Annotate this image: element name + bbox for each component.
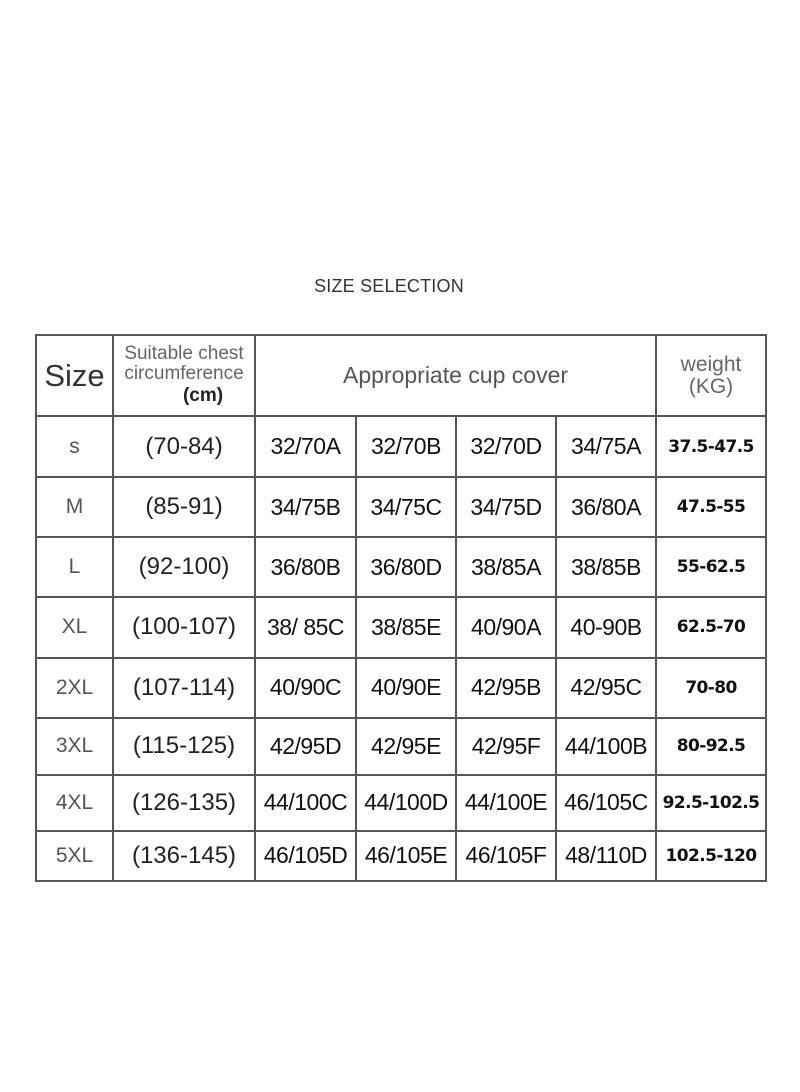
chest-cell: (126-135)	[113, 775, 255, 831]
chest-cell: (107-114)	[113, 658, 255, 718]
chest-cell: (70-84)	[113, 416, 255, 477]
weight-cell: 102.5-120	[656, 831, 766, 881]
table-row	[36, 775, 766, 831]
header-weight-line2: (KG)	[688, 374, 734, 398]
cup-cell: 36/80A	[556, 477, 656, 537]
chest-cell: (100-107)	[113, 597, 255, 657]
weight-cell: 37.5-47.5	[656, 416, 766, 477]
header-chest-unit: (cm)	[182, 384, 224, 406]
cup-cell: 40/90A	[456, 597, 556, 657]
table-row	[36, 416, 766, 477]
cup-cell: 44/100E	[456, 775, 556, 831]
size-cell: M	[36, 477, 113, 537]
table-row	[36, 477, 766, 537]
cup-cell: 42/95E	[356, 718, 456, 775]
table-body	[36, 416, 766, 881]
chest-cell: (115-125)	[113, 718, 255, 775]
table-row	[36, 831, 766, 881]
cup-cell: 38/85A	[456, 537, 556, 597]
size-cell: s	[36, 416, 113, 477]
cup-cell: 42/95C	[556, 658, 656, 718]
table-row	[36, 718, 766, 775]
cup-cell: 36/80B	[255, 537, 356, 597]
cup-cell: 38/85E	[356, 597, 456, 657]
chest-cell: (85-91)	[113, 477, 255, 537]
table-row	[36, 658, 766, 718]
size-cell: 5XL	[36, 831, 113, 881]
size-chart-table	[35, 334, 767, 882]
cup-cell: 44/100C	[255, 775, 356, 831]
header-cup: Appropriate cup cover	[255, 335, 656, 416]
cup-cell: 42/95B	[456, 658, 556, 718]
header-chest	[113, 335, 255, 416]
chest-cell: (92-100)	[113, 537, 255, 597]
cup-cell: 48/110D	[556, 831, 656, 881]
weight-cell: 80-92.5	[656, 718, 766, 775]
weight-cell: 70-80	[656, 658, 766, 718]
cup-cell: 40/90E	[356, 658, 456, 718]
weight-cell: 55-62.5	[656, 537, 766, 597]
cup-cell: 34/75C	[356, 477, 456, 537]
cup-cell: 42/95D	[255, 718, 356, 775]
header-chest-line1: Suitable chest	[124, 342, 244, 364]
cup-cell: 34/75A	[556, 416, 656, 477]
header-row	[36, 335, 766, 416]
size-selection-title: SIZE SELECTION	[314, 276, 464, 296]
table-row	[36, 537, 766, 597]
cup-cell: 46/105E	[356, 831, 456, 881]
cup-cell: 34/75B	[255, 477, 356, 537]
cup-cell: 42/95F	[456, 718, 556, 775]
cup-cell: 38/85B	[556, 537, 656, 597]
size-cell: L	[36, 537, 113, 597]
cup-cell: 40/90C	[255, 658, 356, 718]
cup-cell: 40-90B	[556, 597, 656, 657]
chest-cell: (136-145)	[113, 831, 255, 881]
header-size: Size	[36, 335, 113, 416]
cup-cell: 32/70B	[356, 416, 456, 477]
cup-cell: 44/100D	[356, 775, 456, 831]
cup-cell: 36/80D	[356, 537, 456, 597]
cup-cell: 38/ 85C	[255, 597, 356, 657]
size-cell: XL	[36, 597, 113, 657]
cup-cell: 32/70A	[255, 416, 356, 477]
weight-cell: 62.5-70	[656, 597, 766, 657]
cup-cell: 34/75D	[456, 477, 556, 537]
size-cell: 2XL	[36, 658, 113, 718]
header-chest-line2: circumference	[124, 362, 244, 384]
header-weight-line1: weight	[680, 352, 742, 376]
size-cell: 4XL	[36, 775, 113, 831]
cup-cell: 44/100B	[556, 718, 656, 775]
cup-cell: 32/70D	[456, 416, 556, 477]
header-weight	[656, 335, 766, 416]
weight-cell: 92.5-102.5	[656, 775, 766, 831]
weight-cell: 47.5-55	[656, 477, 766, 537]
cup-cell: 46/105C	[556, 775, 656, 831]
cup-cell: 46/105F	[456, 831, 556, 881]
table-row	[36, 597, 766, 657]
size-cell: 3XL	[36, 718, 113, 775]
cup-cell: 46/105D	[255, 831, 356, 881]
